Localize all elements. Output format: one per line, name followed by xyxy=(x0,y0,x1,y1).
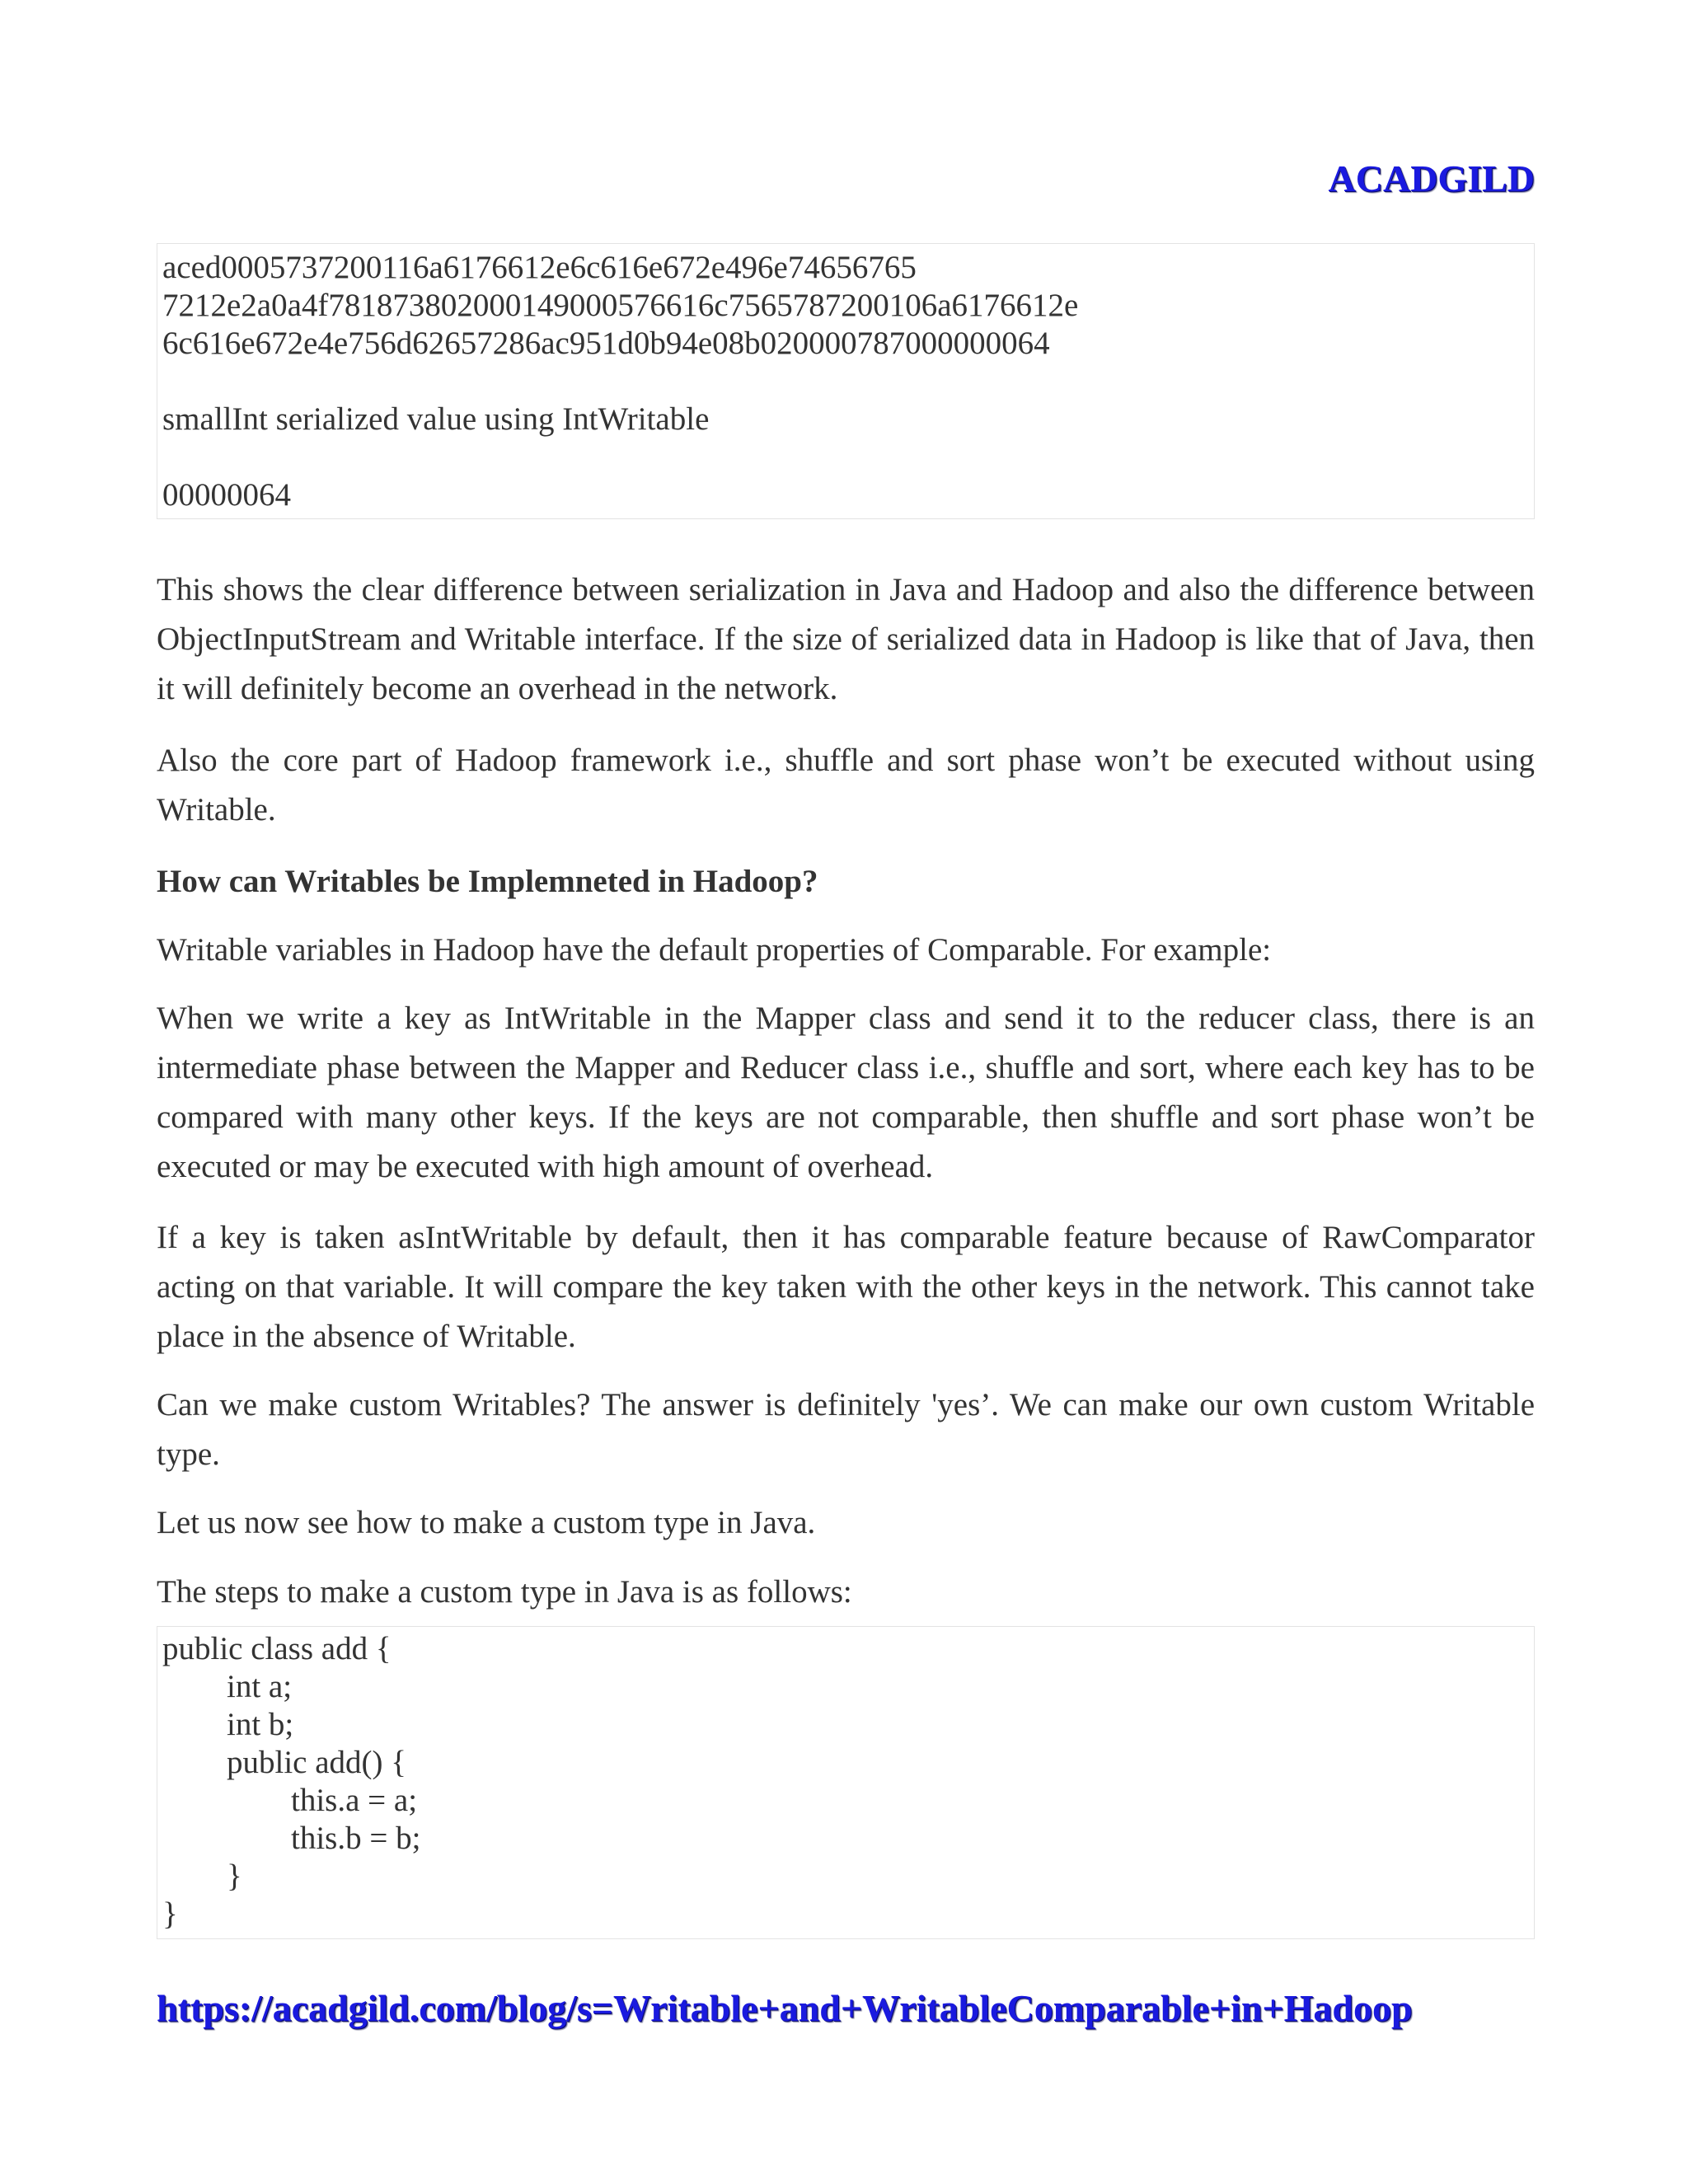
hex-line-2: 7212e2a0a4f781873802000149000576616c7565787200106a6176612e xyxy=(162,288,1079,323)
code-line-3: int b; xyxy=(162,1707,294,1742)
code-box xyxy=(157,1626,1535,1939)
paragraph-2: Also the core part of Hadoop framework i.e., shuffle and sort phase won’t be executed without using Writable. xyxy=(157,743,1535,827)
code-line-7: } xyxy=(162,1858,242,1894)
hex-line-3: 6c616e672e4e756d62657286ac951d0b94e08b020000787000000064 xyxy=(162,326,1050,361)
serialized-output-box xyxy=(157,243,1535,519)
serialized-label: smallInt serialized value using IntWritable xyxy=(162,401,710,437)
code-line-1: public class add { xyxy=(162,1631,392,1666)
footer-url-link[interactable]: https://acadgild.com/blog/s=Writable+and+WritableComparable+in+Hadoop xyxy=(157,1987,1413,2029)
code-line-2: int a; xyxy=(162,1669,293,1704)
code-line-8: } xyxy=(162,1896,178,1932)
serialized-value: 00000064 xyxy=(162,477,291,513)
paragraph-1: This shows the clear difference between serialization in Java and Hadoop and also the difference between ObjectInputStream and Writable interface. If the size of serialized data in Hadoop is like that of Java, then it will definitely become an overhead in the network. xyxy=(157,572,1535,706)
paragraph-5: If a key is taken asIntWritable by default, then it has comparable feature because of RawComparator acting on that variable. It will compare the key taken with the other keys in the network. This cannot take place in the absence of Writable. xyxy=(157,1220,1535,1354)
code-line-4: public add() { xyxy=(162,1745,406,1780)
code-line-6: this.b = b; xyxy=(162,1821,421,1856)
brand-header[interactable]: ACADGILD xyxy=(1328,157,1535,199)
paragraph-4: When we write a key as IntWritable in the Mapper class and send it to the reducer class, there is an intermediate phase between the Mapper and Reducer class i.e., shuffle and sort, where each key has to be compared with many other keys. If the keys are not comparable, then shuffle and sort phase won’t be executed or may be executed with high amount of overhead. xyxy=(157,1001,1535,1184)
section-heading: How can Writables be Implemneted in Hadoop? xyxy=(157,864,818,899)
hex-line-1: aced0005737200116a6176612e6c616e672e496e74656765 xyxy=(162,250,917,285)
code-line-5: this.a = a; xyxy=(162,1783,418,1818)
paragraph-8: The steps to make a custom type in Java is as follows: xyxy=(157,1574,852,1610)
paragraph-3: Writable variables in Hadoop have the default properties of Comparable. For example: xyxy=(157,932,1272,968)
paragraph-6: Can we make custom Writables? The answer is definitely 'yes’. We can make our own custom Writable type. xyxy=(157,1387,1535,1472)
paragraph-7: Let us now see how to make a custom type in Java. xyxy=(157,1505,816,1540)
